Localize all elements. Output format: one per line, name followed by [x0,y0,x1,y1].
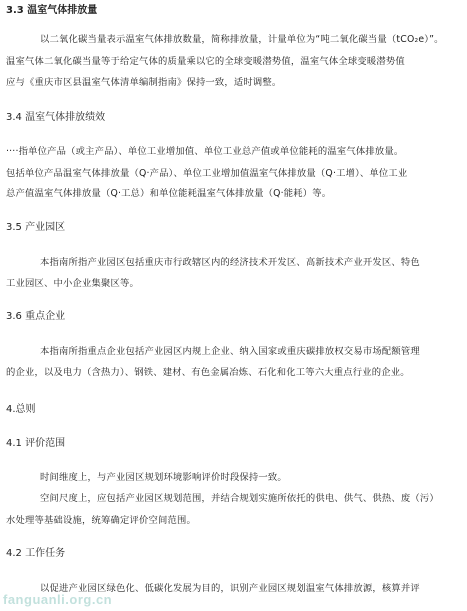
section-heading-3-5: 3.5 产业园区 [6,222,66,233]
section-heading-3-6: 3.6 重点企业 [6,311,66,322]
section-heading-3-4: 3.4 温室气体排放绩效 [6,112,106,123]
paragraph-line: 以二氧化碳当量表示温室气体排放数量，简称排放量，计量单位为“吨二氧化碳当量（tCO₂e）”。 [40,34,444,45]
paragraph-line: 应与《重庆市区县温室气体清单编制指南》保持一致，适时调整。 [6,77,282,88]
paragraph-line: 工业园区、中小企业集聚区等。 [6,278,139,289]
paragraph-line: ····指单位产品（或主产品）、单位工业增加值、单位工业总产值或单位能耗的温室气体排放量。 [6,146,404,157]
chapter-heading-4: 4.总则 [6,404,36,415]
paragraph-line: 总产值温室气体排放量（Q·工总）和单位能耗温室气体排放量（Q·能耗）等。 [6,188,332,199]
section-heading-3-3: 3.3 温室气体排放量 [6,5,98,16]
paragraph-line: 温室气体二氧化碳当量等于给定气体的质量乘以它的全球变暖潜势值，温室气体全球变暖潜势值 [6,56,405,67]
paragraph-line: 的企业，以及电力（含热力）、钢铁、建材、有色金属冶炼、石化和化工等六大重点行业的企业。 [6,367,410,378]
paragraph-line: 空间尺度上，应包括产业园区规划范围，并结合规划实施所依托的供电、供气、供热、废（污） [40,493,439,504]
paragraph-line: 水处理等基础设施，统筹确定评价空间范围。 [6,515,196,526]
paragraph-line: 包括单位产品温室气体排放量（Q·产品）、单位工业增加值温室气体排放量（Q·工增）、单位工业 [6,168,408,179]
section-heading-4-2: 4.2 工作任务 [6,548,66,559]
paragraph-line: 时间维度上，与产业园区规划环境影响评价时段保持一致。 [40,472,287,483]
paragraph-line: 以促进产业园区绿色化、低碳化发展为目的，识别产业园区规划温室气体排放源，核算并评 [40,583,420,594]
section-heading-4-1: 4.1 评价范围 [6,438,66,449]
paragraph-line: 本指南所指重点企业包括产业园区内规上企业、纳入国家或重庆碳排放权交易市场配额管理 [40,346,420,357]
watermark: fanguanli.org.cn [3,592,113,607]
paragraph-line: 本指南所指产业园区包括重庆市行政辖区内的经济技术开发区、高新技术产业开发区、特色 [40,257,420,268]
